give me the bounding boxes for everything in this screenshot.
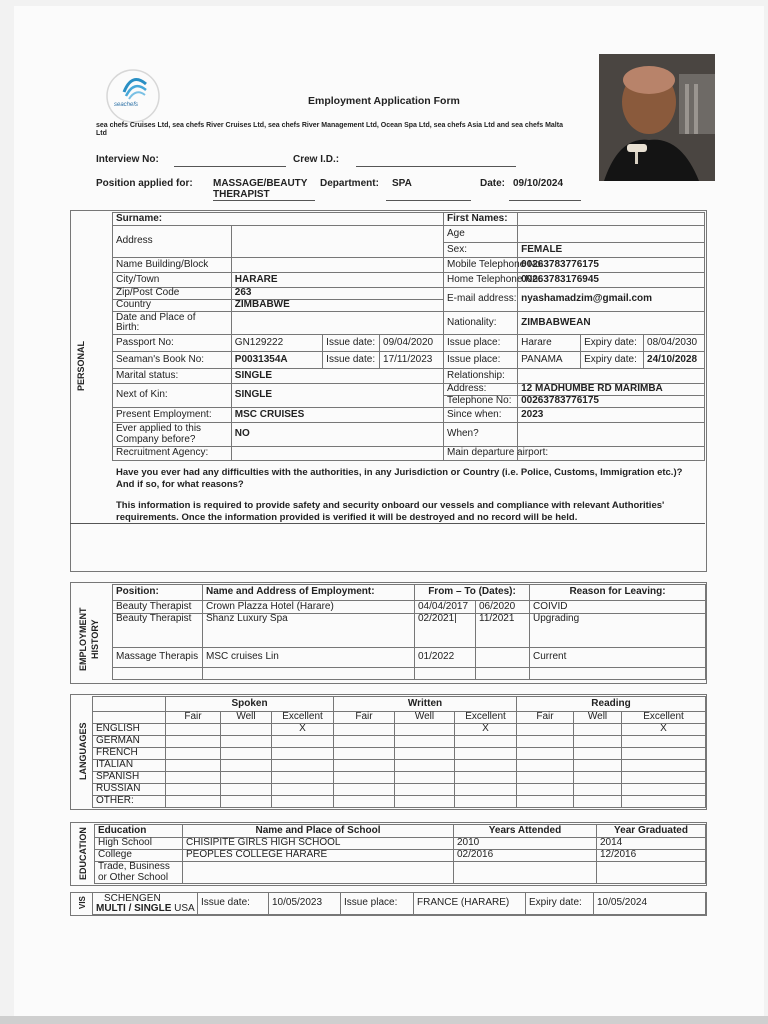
- position-value-2[interactable]: THERAPIST: [213, 189, 270, 200]
- edu-header-level: Education: [95, 825, 183, 838]
- edu-years[interactable]: 2010: [454, 838, 597, 850]
- home-tel-label: Home Telephone No:: [444, 273, 518, 288]
- applied-label-2: Company before?: [116, 433, 196, 445]
- passport-expiry[interactable]: 08/04/2030: [644, 335, 705, 352]
- visa-issue-date-label: Issue date:: [198, 893, 269, 915]
- visa-type-schengen: SCHENGEN: [104, 892, 161, 904]
- language-level-mark[interactable]: [166, 771, 221, 783]
- lang-level: Fair: [166, 712, 221, 724]
- passport-issue-place-label: Issue place:: [444, 335, 518, 352]
- marital-value[interactable]: SINGLE: [231, 369, 443, 384]
- seaman-issue-place[interactable]: PANAMA: [518, 352, 581, 369]
- kin-address-label: Address:: [444, 384, 518, 396]
- emp-position[interactable]: Beauty Therapist: [113, 601, 203, 614]
- visa-type-usa[interactable]: USA: [174, 902, 195, 914]
- application-form-page: [14, 6, 764, 1018]
- emp-position[interactable]: [113, 668, 203, 680]
- visa-expiry-date[interactable]: 10/05/2024: [594, 893, 706, 915]
- table-row: [113, 668, 706, 680]
- language-level-mark[interactable]: [334, 795, 395, 807]
- applied-label-1: Ever applied to this: [116, 423, 202, 434]
- date-label: Date:: [480, 178, 506, 189]
- emp-employer[interactable]: Crown Plazza Hotel (Harare): [203, 601, 415, 614]
- language-name: ENGLISH: [93, 723, 166, 735]
- email-value[interactable]: nyashamadzim@gmail.com: [518, 288, 705, 312]
- language-level-mark[interactable]: [395, 735, 455, 747]
- language-name: RUSSIAN: [93, 783, 166, 795]
- lang-level: Well: [574, 712, 622, 724]
- emp-reason[interactable]: [530, 668, 706, 680]
- since-label: Since when:: [444, 408, 518, 423]
- language-level-mark[interactable]: [395, 771, 455, 783]
- kin-tel-value[interactable]: 00263783776175: [518, 396, 705, 408]
- lang-level: Fair: [517, 712, 574, 724]
- language-level-mark[interactable]: [455, 795, 517, 807]
- language-level-mark[interactable]: [166, 723, 221, 735]
- kin-address-value[interactable]: 12 MADHUMBE RD MARIMBA: [518, 384, 705, 396]
- language-level-mark[interactable]: [166, 759, 221, 771]
- lang-group-reading: Reading: [517, 697, 706, 712]
- language-level-mark[interactable]: [334, 771, 395, 783]
- email-label: E-mail address:: [444, 288, 518, 312]
- emp-to[interactable]: [476, 668, 530, 680]
- language-level-mark[interactable]: [166, 783, 221, 795]
- language-level-mark[interactable]: [272, 783, 334, 795]
- emp-header-dates: From – To (Dates):: [415, 585, 530, 601]
- emp-header-employer: Name and Address of Employment:: [203, 585, 415, 601]
- language-level-mark[interactable]: [622, 759, 706, 771]
- crew-label: Crew I.D.:: [293, 154, 340, 165]
- emp-to[interactable]: 11/2021: [476, 614, 530, 648]
- language-level-mark[interactable]: [395, 783, 455, 795]
- lang-level: Excellent: [272, 712, 334, 724]
- city-label: City/Town: [113, 273, 232, 288]
- passport-expiry-label: Expiry date:: [581, 335, 644, 352]
- language-level-mark[interactable]: [221, 759, 272, 771]
- language-level-mark[interactable]: [517, 759, 574, 771]
- passport-label: Passport No:: [113, 335, 232, 352]
- first-names-label: First Names:: [444, 213, 518, 226]
- emp-to[interactable]: 06/2020: [476, 601, 530, 614]
- surname-label: Surname:: [113, 213, 444, 226]
- language-level-mark[interactable]: [574, 759, 622, 771]
- company-list: sea chefs Cruises Ltd, sea chefs River Cruises Ltd, sea chefs River Management Ltd, Ocean Spa Ltd, sea chefs Asia Ltd and sea chefs Malta Ltd: [96, 122, 563, 138]
- seaman-expiry-label: Expiry date:: [581, 352, 644, 369]
- visa-type: [93, 893, 198, 915]
- emp-from[interactable]: 01/2022: [415, 648, 476, 668]
- when-label: When?: [444, 423, 518, 447]
- seachefs-logo: [102, 66, 164, 124]
- language-level-mark[interactable]: [455, 759, 517, 771]
- relationship-field[interactable]: [518, 369, 705, 384]
- date-underline: [509, 200, 581, 201]
- language-level-mark[interactable]: [622, 771, 706, 783]
- edu-level-line-1: Trade, Business: [98, 861, 170, 872]
- nationality-value[interactable]: ZIMBABWEAN: [518, 312, 705, 335]
- language-level-mark[interactable]: [574, 735, 622, 747]
- emp-position[interactable]: Beauty Therapist: [113, 614, 203, 648]
- dob-field[interactable]: [231, 312, 443, 335]
- address-field[interactable]: [231, 226, 443, 258]
- seaman-label: Seaman's Book No:: [113, 352, 232, 369]
- sex-label: Sex:: [444, 243, 518, 258]
- employment-table: [112, 584, 706, 680]
- education-label: EDUCATION: [78, 827, 88, 881]
- mobile-label: Mobile Telephone No:: [444, 258, 518, 273]
- language-level-mark[interactable]: [334, 759, 395, 771]
- language-row: [93, 795, 706, 807]
- edu-school[interactable]: PEOPLES COLLEGE HARARE: [183, 850, 454, 862]
- emp-reason[interactable]: Upgrading: [530, 614, 706, 648]
- employment-label-2: HISTORY: [90, 619, 100, 659]
- language-level-mark[interactable]: [574, 723, 622, 735]
- seaman-issue-date[interactable]: 17/11/2023: [380, 352, 444, 369]
- edu-header-school: Name and Place of School: [183, 825, 454, 838]
- language-level-mark[interactable]: [334, 783, 395, 795]
- language-name: SPANISH: [93, 771, 166, 783]
- age-field[interactable]: [518, 226, 705, 243]
- language-level-mark[interactable]: [334, 723, 395, 735]
- languages-label: LANGUAGES: [78, 722, 88, 780]
- scan-edge-shadow: [0, 1016, 768, 1024]
- lang-group-written: Written: [334, 697, 517, 712]
- emp-reason[interactable]: Current: [530, 648, 706, 668]
- applied-label: [113, 423, 232, 447]
- language-level-mark[interactable]: [517, 783, 574, 795]
- language-level-mark[interactable]: [272, 747, 334, 759]
- home-tel-value[interactable]: 00263783176945: [518, 273, 705, 288]
- language-level-mark[interactable]: [272, 771, 334, 783]
- info-note: This information is required to provide safety and security onboard our vessels and compliance with relevant Authorities' requirements. Once the information provided is verified it will be destroyed and no record will be held.: [116, 500, 665, 523]
- visa-table: [92, 892, 706, 915]
- language-level-mark[interactable]: X: [455, 723, 517, 735]
- languages-table: [92, 696, 706, 808]
- applied-value[interactable]: NO: [231, 423, 443, 447]
- difficulties-question: Have you ever had any difficulties with the authorities, in any Jurisdiction or Country (i.e. Police, Customs, Immigration etc.)? And if so, for what reasons?: [116, 467, 683, 490]
- language-level-mark[interactable]: [166, 735, 221, 747]
- logo-text: seachefs: [114, 102, 139, 108]
- employment-label: Present Employment:: [113, 408, 232, 423]
- visa-issue-place-label: Issue place:: [341, 893, 414, 915]
- crew-field[interactable]: [356, 166, 516, 167]
- language-level-mark[interactable]: [455, 783, 517, 795]
- age-label: Age: [444, 226, 518, 243]
- emp-from[interactable]: 04/04/2017: [415, 601, 476, 614]
- language-level-mark[interactable]: [517, 747, 574, 759]
- address-label: Address: [113, 226, 232, 258]
- dob-label-1: Date and Place of: [116, 311, 196, 323]
- language-level-mark[interactable]: [395, 723, 455, 735]
- edu-school[interactable]: [183, 862, 454, 884]
- language-level-mark[interactable]: X: [622, 723, 706, 735]
- visa-type-multi-single[interactable]: MULTI / SINGLE: [96, 902, 172, 914]
- language-level-mark[interactable]: [166, 795, 221, 807]
- language-name: ITALIAN: [93, 759, 166, 771]
- mobile-value[interactable]: 00263783776175: [518, 258, 705, 273]
- edu-graduated[interactable]: 12/2016: [597, 850, 706, 862]
- language-level-mark[interactable]: [395, 759, 455, 771]
- airport-label: Main departure airport:: [444, 447, 518, 461]
- table-row: [113, 614, 706, 648]
- building-label: Name Building/Block: [113, 258, 232, 273]
- interview-field[interactable]: [174, 166, 286, 167]
- language-level-mark[interactable]: [574, 771, 622, 783]
- dob-label: [113, 312, 232, 335]
- language-level-mark[interactable]: [517, 771, 574, 783]
- language-level-mark[interactable]: [272, 735, 334, 747]
- relationship-label: Relationship:: [444, 369, 518, 384]
- emp-employer[interactable]: MSC cruises Lin: [203, 648, 415, 668]
- agency-label: Recruitment Agency:: [113, 447, 232, 461]
- language-name: OTHER:: [93, 795, 166, 807]
- language-level-mark[interactable]: [334, 747, 395, 759]
- passport-issue-place[interactable]: Harare: [518, 335, 581, 352]
- lang-group-spoken: Spoken: [166, 697, 334, 712]
- language-level-mark[interactable]: [395, 795, 455, 807]
- lang-level: Excellent: [455, 712, 517, 724]
- language-level-mark[interactable]: [517, 795, 574, 807]
- language-level-mark[interactable]: [455, 771, 517, 783]
- date-value[interactable]: 09/10/2024: [513, 178, 564, 189]
- language-level-mark[interactable]: [622, 747, 706, 759]
- zip-label: Zip/Post Code: [113, 288, 232, 300]
- department-underline: [386, 200, 471, 201]
- personal-table: [112, 212, 705, 461]
- language-level-mark[interactable]: [455, 747, 517, 759]
- employment-value[interactable]: MSC CRUISES: [231, 408, 443, 423]
- agency-field[interactable]: [231, 447, 443, 461]
- lang-corner: [93, 697, 166, 712]
- language-row: [93, 747, 706, 759]
- edu-graduated[interactable]: 2014: [597, 838, 706, 850]
- nationality-label: Nationality:: [444, 312, 518, 335]
- language-level-mark[interactable]: X: [272, 723, 334, 735]
- language-level-mark[interactable]: [574, 747, 622, 759]
- emp-header-reason: Reason for Leaving:: [530, 585, 706, 601]
- language-level-mark[interactable]: [221, 735, 272, 747]
- visa-label: VIS: [78, 896, 87, 910]
- language-level-mark[interactable]: [517, 735, 574, 747]
- language-level-mark[interactable]: [221, 747, 272, 759]
- table-row: [95, 850, 706, 862]
- language-row: [93, 771, 706, 783]
- language-level-mark[interactable]: [622, 783, 706, 795]
- kin-value[interactable]: SINGLE: [231, 384, 443, 408]
- table-row: [95, 838, 706, 850]
- zip-value[interactable]: 263: [231, 288, 443, 300]
- emp-from[interactable]: [415, 668, 476, 680]
- language-level-mark[interactable]: [517, 723, 574, 735]
- education-table: [94, 824, 706, 884]
- language-row: [93, 723, 706, 735]
- visa-expiry-label: Expiry date:: [526, 893, 594, 915]
- employment-label-1: EMPLOYMENT: [78, 607, 88, 671]
- seaman-issue-date-label: Issue date:: [323, 352, 380, 369]
- edu-level-line-2: or Other School: [98, 871, 169, 883]
- marital-label: Marital status:: [113, 369, 232, 384]
- seaman-value[interactable]: P0031354A: [231, 352, 322, 369]
- language-level-mark[interactable]: [221, 783, 272, 795]
- kin-tel-label: Telephone No:: [444, 396, 518, 408]
- language-level-mark[interactable]: [395, 747, 455, 759]
- language-level-mark[interactable]: [455, 735, 517, 747]
- visa-issue-place[interactable]: FRANCE (HARARE): [414, 893, 526, 915]
- emp-header-position: Position:: [113, 585, 203, 601]
- applicant-photo: [599, 54, 715, 181]
- language-level-mark[interactable]: [221, 723, 272, 735]
- emp-reason[interactable]: COIVID: [530, 601, 706, 614]
- city-value[interactable]: HARARE: [231, 273, 443, 288]
- seaman-expiry[interactable]: 24/10/2028: [644, 352, 705, 369]
- table-row: [95, 862, 706, 884]
- language-level-mark[interactable]: [574, 795, 622, 807]
- language-level-mark[interactable]: [272, 795, 334, 807]
- emp-employer[interactable]: [203, 668, 415, 680]
- emp-from[interactable]: 02/2021|: [415, 614, 476, 648]
- edu-graduated[interactable]: [597, 862, 706, 884]
- position-value-1[interactable]: MASSAGE/BEAUTY: [213, 178, 308, 189]
- language-row: [93, 783, 706, 795]
- dob-label-2: Birth:: [116, 322, 140, 333]
- interview-label: Interview No:: [96, 154, 159, 165]
- passport-issue-date[interactable]: 09/04/2020: [380, 335, 444, 352]
- language-row: [93, 735, 706, 747]
- passport-value[interactable]: GN129222: [231, 335, 322, 352]
- language-level-mark[interactable]: [574, 783, 622, 795]
- edu-years[interactable]: 02/2016: [454, 850, 597, 862]
- kin-label: Next of Kin:: [113, 384, 232, 408]
- edu-years[interactable]: [454, 862, 597, 884]
- table-row: [113, 648, 706, 668]
- country-value[interactable]: ZIMBABWE: [231, 300, 443, 312]
- lang-level-corner: [93, 712, 166, 724]
- visa-issue-date[interactable]: 10/05/2023: [269, 893, 341, 915]
- personal-label: PERSONAL: [76, 341, 86, 392]
- position-label: Position applied for:: [96, 178, 193, 189]
- passport-issue-date-label: Issue date:: [323, 335, 380, 352]
- table-row: [113, 601, 706, 614]
- language-name: FRENCH: [93, 747, 166, 759]
- when-field[interactable]: [518, 423, 705, 447]
- language-level-mark[interactable]: [272, 759, 334, 771]
- edu-header-graduated: Year Graduated: [597, 825, 706, 838]
- edu-level: High School: [95, 838, 183, 850]
- edu-level: [95, 862, 183, 884]
- language-row: [93, 759, 706, 771]
- lang-level: Well: [221, 712, 272, 724]
- emp-to[interactable]: [476, 648, 530, 668]
- form-title: Employment Application Form: [308, 95, 460, 107]
- language-level-mark[interactable]: [166, 747, 221, 759]
- language-level-mark[interactable]: [622, 735, 706, 747]
- edu-level: College: [95, 850, 183, 862]
- since-value[interactable]: 2023: [518, 408, 705, 423]
- lang-level: Excellent: [622, 712, 706, 724]
- position-underline: [213, 200, 315, 201]
- emp-position[interactable]: Massage Therapis: [113, 648, 203, 668]
- first-names-field[interactable]: [518, 213, 705, 226]
- edu-header-years: Years Attended: [454, 825, 597, 838]
- emp-employer[interactable]: Shanz Luxury Spa: [203, 614, 415, 648]
- lang-level: Well: [395, 712, 455, 724]
- building-field[interactable]: [231, 258, 443, 273]
- seaman-issue-place-label: Issue place:: [444, 352, 518, 369]
- edu-school[interactable]: CHISIPITE GIRLS HIGH SCHOOL: [183, 838, 454, 850]
- lang-level: Fair: [334, 712, 395, 724]
- department-value[interactable]: SPA: [392, 178, 412, 189]
- personal-divider: [70, 523, 705, 524]
- language-level-mark[interactable]: [622, 795, 706, 807]
- department-label: Department:: [320, 178, 379, 189]
- language-level-mark[interactable]: [221, 771, 272, 783]
- language-level-mark[interactable]: [334, 735, 395, 747]
- scan-mark: [508, 70, 511, 80]
- country-label: Country: [113, 300, 232, 312]
- language-name: GERMAN: [93, 735, 166, 747]
- language-level-mark[interactable]: [221, 795, 272, 807]
- sex-value[interactable]: FEMALE: [518, 243, 705, 258]
